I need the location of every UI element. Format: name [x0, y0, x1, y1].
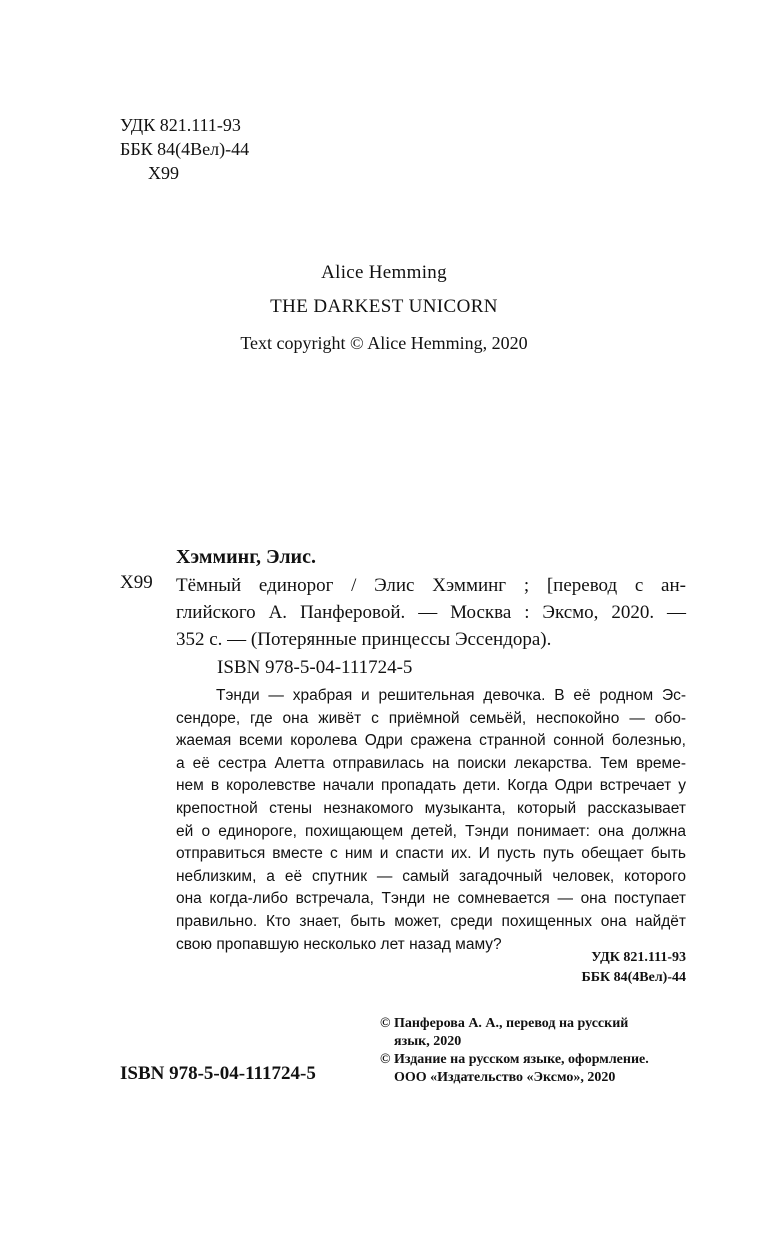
- bibliography-line: глийского А. Панферовой. — Москва : Эксмо, 2020. —: [176, 602, 686, 623]
- bibliography-description: [176, 572, 686, 653]
- author-sign: Х99: [148, 163, 179, 183]
- annotation-line: крепостной стены незнакомого музыканта, который рассказывает: [176, 799, 686, 817]
- bbk-code: ББК 84(4Вел)-44: [120, 139, 250, 159]
- copyright-line: © Издание на русском языке, оформление.: [380, 1052, 649, 1067]
- annotation-line: неблизким, а её спутник — самый загадочный человек, которого: [176, 867, 686, 885]
- original-title: THE DARKEST UNICORN: [270, 296, 498, 317]
- annotation: [176, 685, 686, 956]
- bibliography-heading: Хэмминг, Элис.: [176, 546, 316, 568]
- original-author: Alice Hemming: [321, 262, 447, 283]
- annotation-line: Тэнди — храбрая и решительная девочка. В её родном Эс-: [216, 687, 686, 704]
- footer-classification: [581, 948, 686, 988]
- footer-udk: УДК 821.111-93: [591, 950, 686, 965]
- annotation-line: сендоре, где она живёт с приёмной семьёй, неспокойно — обо-: [176, 709, 686, 727]
- bibliography-line: 352 с. — (Потерянные принцессы Эссендора).: [176, 629, 552, 650]
- footer-isbn: ISBN 978-5-04-111724-5: [120, 1063, 316, 1084]
- bibliography-isbn: ISBN 978-5-04-111724-5: [217, 657, 413, 678]
- annotation-line: а её сестра Алетта отправилась на поиски лекарства. Тем време-: [176, 754, 686, 772]
- copyright-line: язык, 2020: [394, 1034, 462, 1049]
- original-copyright: Text copyright © Alice Hemming, 2020: [240, 333, 528, 353]
- udk-code: УДК 821.111-93: [120, 115, 241, 135]
- copyright-line: © Панферова А. А., перевод на русский: [380, 1016, 629, 1031]
- classification-block: [120, 113, 249, 185]
- annotation-line: отправиться вместе с ним и спасти их. И пусть путь обещает быть: [176, 845, 686, 863]
- annotation-line: правильно. Кто знает, быть может, среди похищенных она найдёт: [176, 912, 686, 930]
- bibliography-line: Тёмный единорог / Элис Хэмминг ; [перевод с ан-: [176, 575, 686, 596]
- annotation-line: она когда-либо встречала, Тэнди не сомневается — она поступает: [176, 890, 686, 908]
- footer-copyright: [380, 1015, 649, 1087]
- annotation-line: ей о единороге, похищающем детей, Тэнди понимает: она должна: [176, 822, 686, 840]
- annotation-line: нем в королевстве начали пропадать дети. Когда Одри встречает у: [176, 777, 686, 795]
- bibliography-code: Х99: [120, 572, 153, 593]
- copyright-line: ООО «Издательство «Эксмо», 2020: [394, 1070, 616, 1085]
- annotation-line: свою пропавшую несколько лет назад маму?: [176, 935, 502, 953]
- annotation-line: жаемая всеми королева Одри сражена странной сонной болезнью,: [176, 732, 686, 750]
- footer-bbk: ББК 84(4Вел)-44: [581, 970, 686, 985]
